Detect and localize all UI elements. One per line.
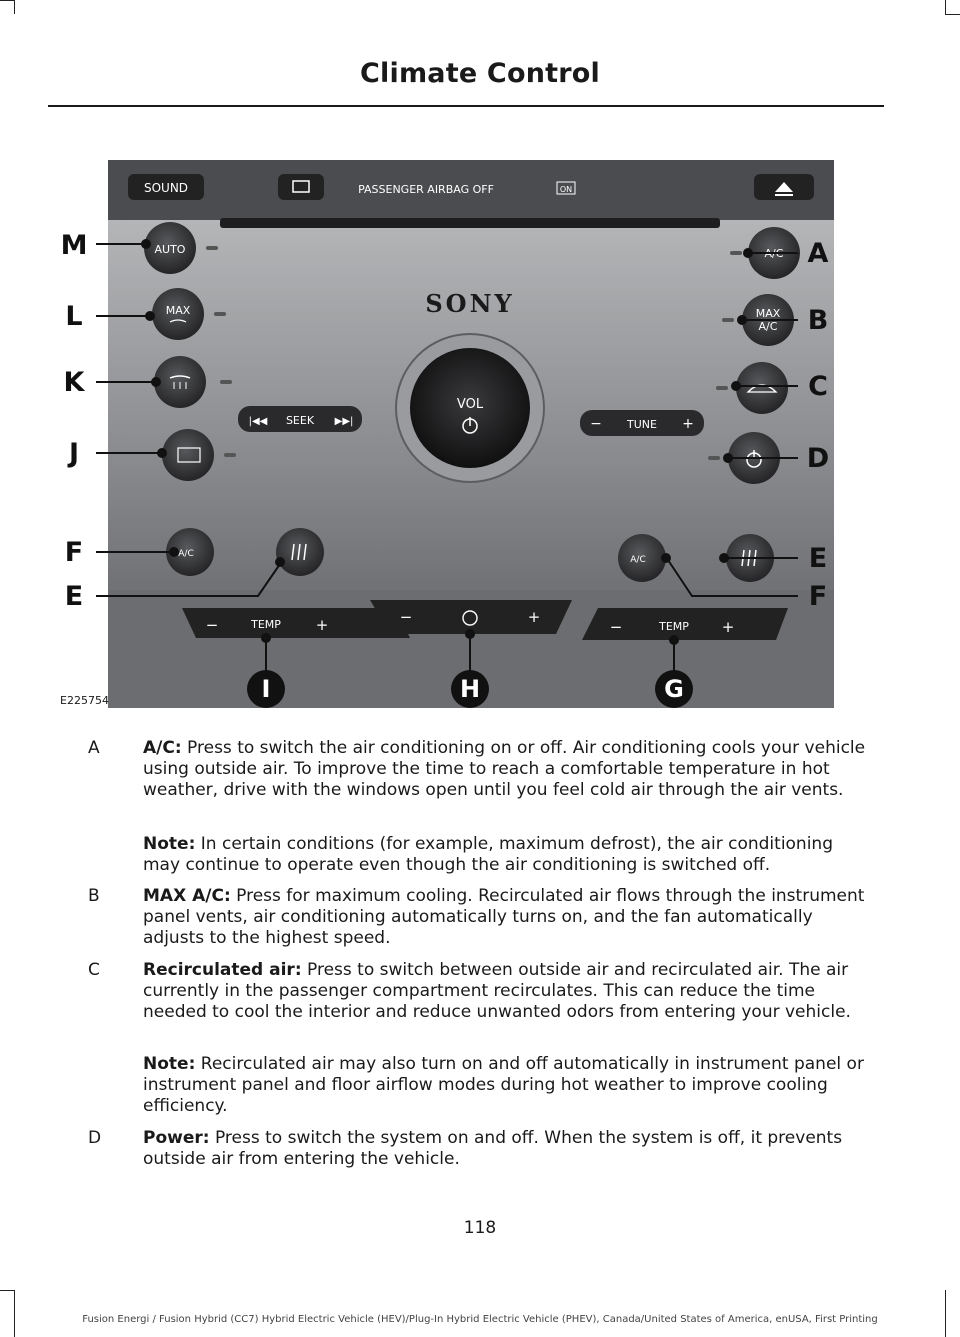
note-label: Note: [143, 834, 196, 854]
description-body [143, 960, 873, 1023]
callout-g: G [655, 670, 693, 708]
callout-e-left: E [64, 581, 84, 612]
description-d [48, 1128, 884, 1178]
climate-control-figure [48, 160, 834, 708]
description-letter: B [88, 886, 100, 906]
right-temp-plus: + [721, 618, 735, 636]
crop-mark [945, 14, 960, 15]
airbag-on-indicator: ON [559, 185, 573, 194]
description-term: MAX A/C: [143, 886, 231, 906]
fan-plus: + [527, 608, 541, 626]
callout-i: I [247, 670, 285, 708]
note-text: In certain conditions (for example, maximum defrost), the air conditioning may continue to operate even though the air conditioning is switched off. [143, 834, 833, 875]
note-text: Recirculated air may also turn on and off automatically in instrument panel or instrument panel and floor airflow modes during hot weather to improve cooling efficiency. [143, 1054, 864, 1116]
callout-c: C [808, 371, 828, 402]
svg-text:−: − [590, 416, 602, 432]
description-text: Press to switch the system on and off. When the system is off, it prevents outside air from entering the vehicle. [143, 1128, 843, 1169]
description-letter: A [88, 738, 100, 758]
max-ac-label-top: MAX [755, 307, 781, 320]
page-number: 118 [463, 1218, 497, 1238]
description-note [143, 834, 873, 876]
description-a [48, 738, 884, 878]
callout-b: B [807, 305, 829, 336]
leader-lines [48, 160, 834, 708]
figure-id: E225754 [60, 694, 109, 707]
title-divider [48, 105, 884, 107]
crop-mark [14, 0, 15, 14]
description-body [143, 886, 873, 949]
right-seat-ac-label: A/C [630, 555, 646, 565]
callout-l: L [65, 301, 83, 332]
max-defrost-label: MAX [165, 304, 191, 317]
description-letter: D [88, 1128, 102, 1148]
description-text: Press for maximum cooling. Recirculated air flows through the instrument panel vents, air conditioning automatically turns on, and the fan automatically adjusts to the highest speed. [143, 886, 865, 948]
brand-logo: SONY [425, 289, 515, 318]
callout-j: J [68, 438, 80, 469]
description-letter: C [88, 960, 100, 980]
description-body [143, 738, 873, 801]
callout-d: D [806, 443, 830, 474]
description-note [143, 1054, 873, 1117]
page-footer: Fusion Energi / Fusion Hybrid (CC7) Hybrid Electric Vehicle (HEV)/Plug-In Hybrid Electric Vehicle (PHEV), Canada/United States of America, enUSA, First Printing [82, 1314, 878, 1325]
right-temp-minus: − [609, 618, 623, 636]
fan-minus: − [399, 608, 413, 626]
callout-k: K [63, 367, 85, 398]
description-term: A/C: [143, 738, 182, 758]
description-term: Power: [143, 1128, 210, 1148]
callout-f-right: F [808, 581, 828, 612]
crop-mark [945, 0, 946, 14]
left-temp-label: TEMP [251, 618, 281, 631]
left-temp-minus: − [205, 616, 219, 634]
description-b [48, 886, 884, 956]
callout-f-left: F [64, 537, 84, 568]
note-label: Note: [143, 1054, 196, 1074]
callout-m: M [60, 230, 88, 261]
callout-h: H [451, 670, 489, 708]
description-c [48, 960, 884, 1120]
max-ac-label-bottom: A/C [758, 320, 778, 333]
callout-e-right: E [808, 543, 828, 574]
svg-text:▶▶|: ▶▶| [334, 416, 354, 427]
airbag-label: PASSENGER AIRBAG OFF [358, 183, 494, 196]
page-title: Climate Control [360, 58, 600, 89]
right-temp-label: TEMP [659, 620, 689, 633]
sound-label: SOUND [143, 181, 189, 195]
left-seat-ac-label: A/C [178, 549, 194, 559]
ac-button-label: A/C [764, 247, 784, 260]
svg-text:+: + [682, 416, 694, 432]
svg-text:|◀◀: |◀◀ [248, 416, 268, 427]
description-term: Recirculated air: [143, 960, 302, 980]
crop-mark [0, 1290, 14, 1291]
description-body [143, 1128, 873, 1170]
description-text: Press to switch between outside air and recirculated air. The air currently in the passenger compartment recirculates. This can reduce the time needed to cool the interior and reduce unwanted odors from entering your vehicle. [143, 960, 851, 1022]
description-text: Press to switch the air conditioning on or off. Air conditioning cools your vehicle using outside air. To improve the time to reach a comfortable temperature in hot weather, drive with the windows open until you feel cold air through the air vents. [143, 738, 866, 800]
tune-label: TUNE [627, 418, 657, 431]
seek-label: SEEK [285, 414, 315, 427]
vol-label: VOL [456, 397, 484, 412]
left-temp-plus: + [315, 616, 329, 634]
auto-button-label: AUTO [154, 243, 186, 256]
callout-a: A [807, 238, 829, 269]
crop-mark [0, 0, 14, 1]
